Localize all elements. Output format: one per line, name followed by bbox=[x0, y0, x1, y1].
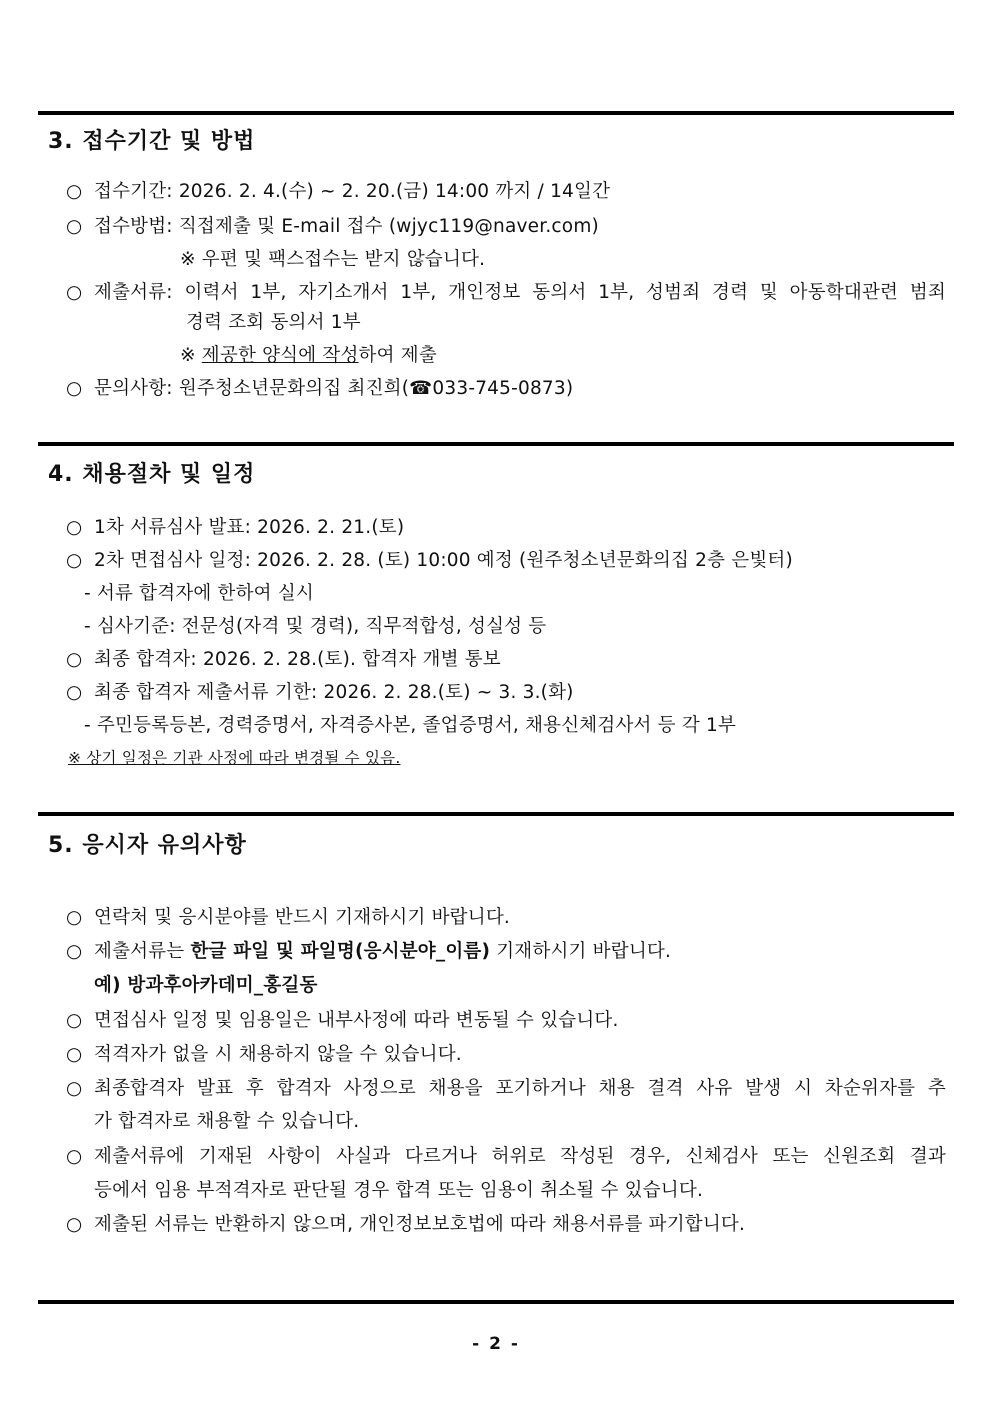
bullet-circle: ○ bbox=[66, 517, 83, 538]
bullet-circle: ○ bbox=[66, 1214, 83, 1235]
inquiry-value: 원주청소년문화의집 최진희 bbox=[178, 378, 402, 399]
schedule-item-1-text: 1차 서류심사 발표: 2026. 2. 21.(토) bbox=[94, 517, 405, 538]
inquiry-phone: 033-745-0873 bbox=[432, 378, 566, 399]
notice-item-7 bbox=[66, 1213, 745, 1237]
notice-item-3 bbox=[66, 1009, 619, 1033]
notice-item-2-bold: 한글 파일 및 파일명(응시분야_이름) bbox=[190, 941, 491, 962]
method-label: 접수방법: bbox=[94, 216, 173, 237]
schedule-item-3 bbox=[66, 648, 501, 672]
bullet-circle: ○ bbox=[66, 550, 83, 571]
inquiry-label: 문의사항: bbox=[94, 378, 173, 399]
docs-note-underlined: 제공한 양식에 작성 bbox=[201, 345, 359, 366]
notice-item-4 bbox=[66, 1043, 462, 1067]
docs-note bbox=[180, 344, 437, 368]
inquiry-item: ○ 문의사항: 원주청소년문화의집 최진희(☎033-745-0873) bbox=[66, 378, 574, 399]
notice-item-2 bbox=[66, 940, 671, 964]
schedule-note: ※ 상기 일정은 기관 사정에 따라 변경될 수 있음. bbox=[68, 749, 401, 767]
method-note: ※ 우편 및 팩스접수는 받지 않습니다. bbox=[180, 249, 486, 270]
docs-item bbox=[66, 281, 946, 305]
schedule-item-3-text: 최종 합격자: 2026. 2. 28.(토). 합격자 개별 통보 bbox=[94, 649, 501, 670]
schedule-item-2-sub-2: - 심사기준: 전문성(자격 및 경력), 직무적합성, 성실성 등 bbox=[84, 616, 547, 637]
section-5-top-rule bbox=[38, 812, 954, 816]
section-3-top-rule bbox=[38, 111, 954, 115]
bullet-circle: ○ bbox=[66, 1078, 83, 1099]
section-4-title: 4. 채용절차 및 일정 bbox=[48, 462, 256, 487]
notice-item-4-text: 적격자가 없을 시 채용하지 않을 수 있습니다. bbox=[94, 1044, 462, 1065]
schedule-item-2-text: 2차 면접심사 일정: 2026. 2. 28. (토) 10:00 예정 (원주청소년문화의집 2층 은빛터) bbox=[94, 550, 793, 571]
bullet-circle: ○ bbox=[66, 649, 83, 670]
notice-item-5-line-1: 최종합격자 발표 후 합격자 사정으로 채용을 포기하거나 채용 결격 사유 발생 시 차순위자를 추 bbox=[94, 1078, 946, 1099]
bullet-circle: ○ bbox=[66, 1146, 83, 1167]
docs-label: 제출서류: bbox=[94, 282, 173, 303]
phone-icon: ☎ bbox=[409, 378, 433, 399]
bottom-rule bbox=[38, 1300, 954, 1304]
bullet-circle: ○ bbox=[66, 907, 83, 928]
method-item bbox=[66, 215, 599, 239]
docs-note-prefix: ※ bbox=[180, 345, 196, 366]
bullet-circle: ○ bbox=[66, 941, 83, 962]
notice-item-3-text: 면접심사 일정 및 임용일은 내부사정에 따라 변동될 수 있습니다. bbox=[94, 1010, 619, 1031]
notice-item-6 bbox=[66, 1145, 946, 1169]
schedule-item-4-sub-1: - 주민등록등본, 경력증명서, 자격증사본, 졸업증명서, 채용신체검사서 등 각 1부 bbox=[84, 715, 737, 736]
notice-item-7-text: 제출된 서류는 반환하지 않으며, 개인정보보호법에 따라 채용서류를 파기합니다. bbox=[94, 1214, 746, 1235]
period-label: 접수기간: bbox=[94, 181, 173, 202]
bullet-circle: ○ bbox=[66, 1010, 83, 1031]
notice-item-5 bbox=[66, 1077, 946, 1101]
page-number: - 2 - bbox=[472, 1334, 520, 1354]
notice-item-2-suffix: 기재하시기 바랍니다. bbox=[496, 941, 672, 962]
docs-value-line-1: 이력서 1부, 자기소개서 1부, 개인정보 동의서 1부, 성범죄 경력 및 아동학대관련 범죄 bbox=[184, 282, 946, 303]
notice-item-2-example: 예) 방과후아카데미_홍길동 bbox=[94, 975, 318, 996]
notice-item-1 bbox=[66, 906, 510, 930]
notice-item-1-text: 연락처 및 응시분야를 반드시 기재하시기 바랍니다. bbox=[94, 907, 510, 928]
schedule-item-1 bbox=[66, 516, 404, 540]
bullet-circle: ○ bbox=[66, 181, 83, 202]
bullet-circle: ○ bbox=[66, 682, 83, 703]
schedule-item-4 bbox=[66, 681, 574, 705]
section-3-title: 3. 접수기간 및 방법 bbox=[48, 129, 256, 154]
schedule-item-2 bbox=[66, 549, 793, 573]
bullet-circle: ○ bbox=[66, 216, 83, 237]
period-item bbox=[66, 180, 610, 204]
section-5-title: 5. 응시자 유의사항 bbox=[48, 833, 247, 858]
notice-item-6-line-2: 등에서 임용 부적격자로 판단될 경우 합격 또는 임용이 취소될 수 있습니다. bbox=[94, 1180, 704, 1201]
bullet-circle: ○ bbox=[66, 378, 83, 399]
schedule-item-2-sub-1: - 서류 합격자에 한하여 실시 bbox=[84, 583, 314, 604]
bullet-circle: ○ bbox=[66, 1044, 83, 1065]
period-value: 2026. 2. 4.(수) ~ 2. 20.(금) 14:00 까지 / 14일간 bbox=[178, 181, 611, 202]
docs-note-suffix: 하여 제출 bbox=[358, 345, 437, 366]
section-4-top-rule bbox=[38, 442, 954, 446]
notice-item-6-line-1: 제출서류에 기재된 사항이 사실과 다르거나 허위로 작성된 경우, 신체검사 또는 신원조회 결과 bbox=[94, 1146, 946, 1167]
notice-item-2-prefix: 제출서류는 bbox=[94, 941, 185, 962]
notice-item-5-line-2: 가 합격자로 채용할 수 있습니다. bbox=[94, 1111, 360, 1132]
schedule-item-4-text: 최종 합격자 제출서류 기한: 2026. 2. 28.(토) ~ 3. 3.(화) bbox=[94, 682, 574, 703]
method-value: 직접제출 및 E-mail 접수 (wjyc119@naver.com) bbox=[178, 216, 599, 237]
bullet-circle: ○ bbox=[66, 282, 83, 303]
docs-value-line-2: 경력 조회 동의서 1부 bbox=[186, 312, 361, 333]
